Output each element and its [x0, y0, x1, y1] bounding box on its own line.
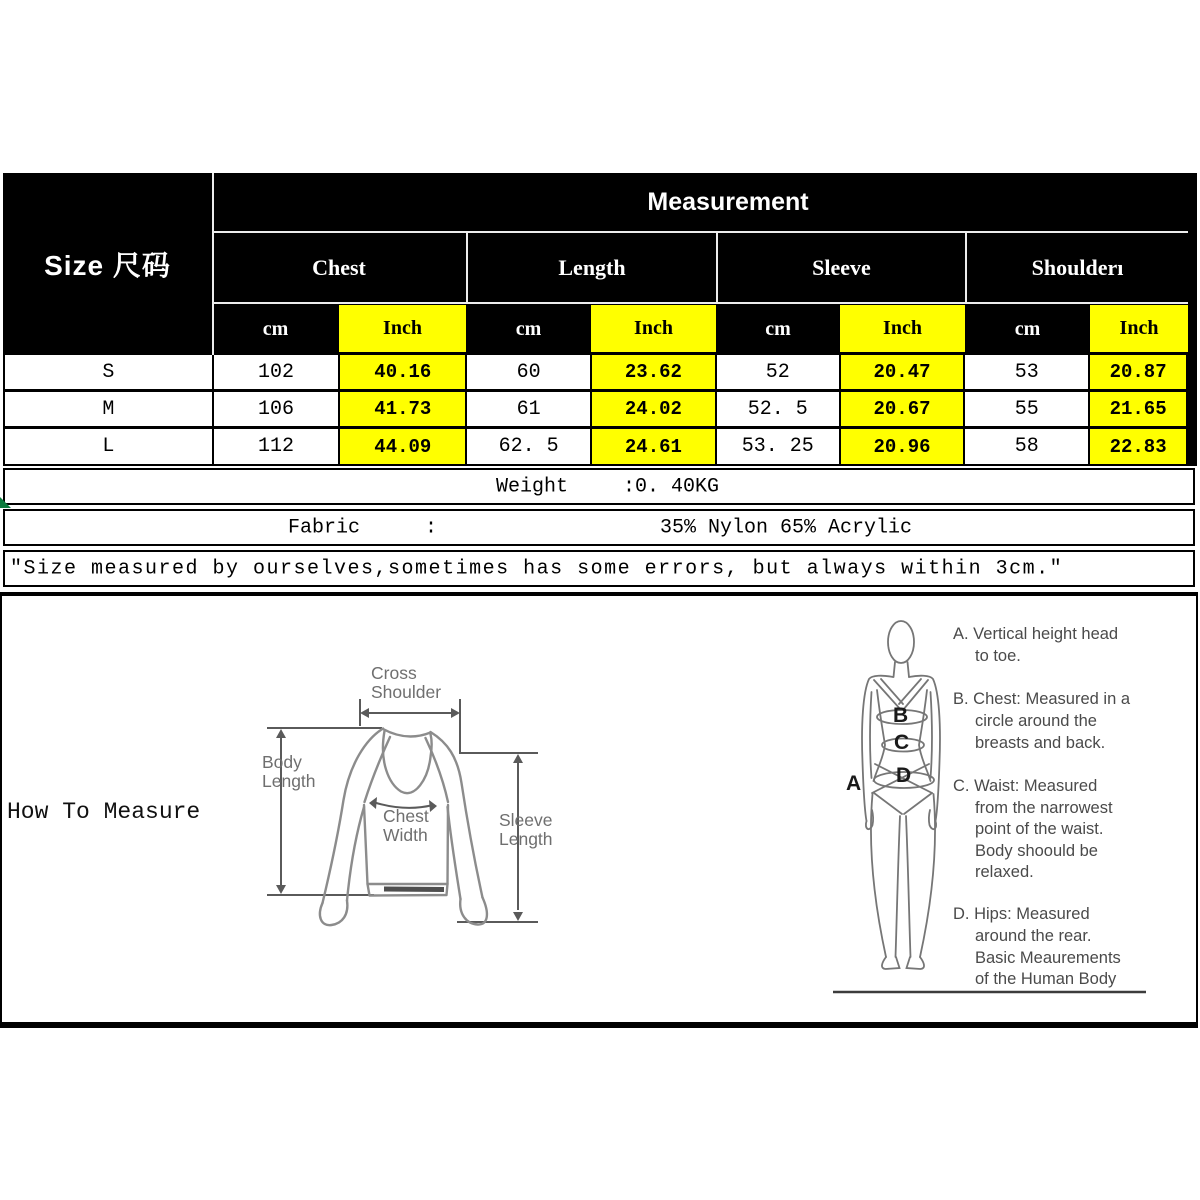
cell-value: 21.65	[1109, 398, 1167, 420]
unit-cell-sleeve-inch	[840, 305, 965, 352]
unit-label: Inch	[634, 317, 673, 339]
cell-value: 20.96	[873, 435, 931, 458]
unit-cell-shoulder-cm	[965, 304, 1090, 355]
label-line: Shoulder	[371, 681, 442, 702]
category-label-shoulder: Shoulderı	[1031, 254, 1124, 280]
unit-label: cm	[765, 318, 791, 340]
instruction-c-line: from the narrowest	[975, 799, 1113, 817]
size-header-cell	[3, 173, 212, 355]
length-inch-cell	[592, 392, 717, 426]
chest-inch-cell	[340, 355, 467, 389]
unit-cell-length-inch	[591, 305, 716, 352]
cell-value: 62. 5	[498, 435, 559, 458]
category-label-chest: Chest	[312, 254, 366, 280]
instruction-a-line: A. Vertical height head	[953, 625, 1119, 643]
cell-value: 102	[258, 360, 295, 384]
unit-cell-chest-inch	[339, 305, 466, 352]
unit-label: cm	[262, 318, 289, 340]
length-inch-cell	[592, 429, 717, 464]
instruction-c-line: Body shoould be	[975, 842, 1098, 860]
chest-cm-cell	[214, 392, 341, 426]
sleeve-inch-cell	[841, 429, 966, 464]
category-cell-sleeve	[718, 233, 965, 302]
category-cell-length	[468, 233, 716, 302]
instruction-b-line: circle around the	[975, 712, 1097, 730]
instruction-b-line: B. Chest: Measured in a	[953, 690, 1131, 708]
chest-width-label	[383, 807, 429, 844]
instruction-a-line: to toe.	[975, 647, 1021, 665]
measurement-header-cell	[214, 173, 1197, 231]
shoulder-inch-cell	[1090, 429, 1188, 464]
chest-inch-cell	[340, 429, 467, 464]
unit-label: Inch	[883, 317, 922, 339]
figure-letter-c: C	[894, 731, 910, 754]
length-cm-cell	[467, 392, 592, 426]
cell-value: 60	[516, 360, 541, 384]
sleeve-length-label	[499, 811, 553, 848]
unit-label: cm	[1014, 318, 1041, 340]
green-corner-marker	[0, 497, 11, 508]
unit-label: Inch	[1119, 317, 1159, 339]
chest-inch-cell	[340, 392, 467, 426]
weight-label: Weight	[496, 475, 569, 498]
label-line: Body	[262, 752, 302, 772]
table-row	[3, 392, 1197, 429]
cell-value: 53	[1014, 360, 1039, 384]
cell-value: 41.73	[374, 398, 432, 420]
figure-letter-d: D	[896, 764, 912, 787]
cell-value: 106	[258, 397, 295, 421]
table-right-edge-strip	[1188, 173, 1197, 466]
shoulder-cm-cell	[965, 355, 1090, 389]
cell-value: 52	[765, 360, 790, 384]
size-table-header	[3, 173, 1197, 355]
cell-value: 24.61	[624, 435, 682, 458]
cell-value: 44.09	[374, 435, 432, 458]
shoulder-inch-cell	[1090, 355, 1188, 389]
label-line: Sleeve	[499, 810, 553, 830]
cell-value: 20.47	[873, 361, 931, 383]
unit-cell-sleeve-cm	[716, 304, 840, 355]
size-value: L	[102, 435, 115, 458]
chest-cm-cell	[214, 429, 341, 464]
unit-cell-shoulder-inch	[1090, 305, 1188, 352]
unit-cell-length-cm	[466, 304, 591, 355]
figure-letter-b: B	[893, 704, 909, 727]
length-cm-cell	[467, 355, 592, 389]
cross-shoulder-label	[371, 664, 441, 701]
note-text: ″Size measured by ourselves,sometimes has some errors, but always within 3cm.″	[10, 557, 1064, 580]
category-label-length: Length	[558, 254, 626, 280]
label-line: Chest	[383, 806, 429, 826]
note-row	[3, 550, 1195, 587]
cell-value: 61	[516, 397, 541, 421]
table-row	[3, 429, 1197, 466]
label-line: Length	[262, 770, 316, 791]
cell-value: 20.87	[1109, 361, 1167, 383]
size-cell	[5, 429, 214, 464]
measurement-header-label: Measurement	[647, 187, 809, 216]
label-line: Length	[499, 828, 553, 849]
shoulder-cm-cell	[965, 429, 1090, 464]
fabric-value: 35% Nylon 65% Acrylic	[660, 516, 913, 539]
fabric-row	[3, 509, 1195, 546]
instruction-d-line: of the Human Body	[975, 970, 1117, 988]
instruction-c-line: relaxed.	[975, 863, 1034, 881]
unit-label: cm	[515, 318, 542, 340]
size-value: M	[102, 397, 115, 421]
unit-label: Inch	[383, 317, 422, 339]
instruction-d-line: Basic Meaurements	[975, 949, 1121, 967]
cell-value: 22.83	[1109, 435, 1167, 458]
cell-value: 112	[258, 435, 295, 458]
category-cell-chest	[212, 233, 466, 302]
size-cell	[5, 392, 214, 426]
instruction-d-line: around the rear.	[975, 927, 1092, 945]
size-header-label: Size 尺码	[44, 250, 171, 281]
label-line: Width	[383, 824, 428, 845]
instruction-c-line: C. Waist: Measured	[953, 777, 1098, 795]
cell-value: 24.02	[624, 398, 682, 420]
cell-value: 52. 5	[747, 397, 808, 421]
shoulder-cm-cell	[965, 392, 1090, 426]
shoulder-inch-cell	[1090, 392, 1188, 426]
sleeve-cm-cell	[717, 429, 841, 464]
length-cm-cell	[467, 429, 592, 464]
unit-cell-chest-cm	[212, 304, 339, 355]
size-value: S	[102, 360, 115, 384]
fabric-label: Fabric	[288, 516, 361, 539]
cell-value: 40.16	[374, 361, 432, 383]
size-cell	[5, 355, 214, 389]
cell-value: 20.67	[873, 398, 931, 420]
how-to-measure-title: How To Measure	[7, 799, 201, 825]
label-line: Cross	[371, 663, 417, 683]
weight-row	[3, 468, 1195, 505]
instruction-b-line: breasts and back.	[975, 734, 1106, 752]
sleeve-cm-cell	[717, 392, 841, 426]
instruction-c-line: point of the waist.	[975, 820, 1104, 838]
chest-cm-cell	[214, 355, 341, 389]
category-label-sleeve: Sleeve	[812, 254, 871, 280]
length-inch-cell	[592, 355, 717, 389]
sleeve-inch-cell	[841, 355, 966, 389]
table-row	[3, 355, 1197, 392]
cell-value: 55	[1014, 397, 1039, 421]
body-length-label	[262, 753, 316, 790]
cell-value: 53. 25	[741, 435, 814, 458]
instruction-d-line: D. Hips: Measured	[953, 905, 1090, 923]
sleeve-cm-cell	[717, 355, 841, 389]
fabric-colon: :	[425, 516, 438, 539]
cell-value: 23.62	[624, 361, 682, 383]
category-cell-shoulder	[967, 233, 1188, 302]
weight-value: :0. 40KG	[623, 475, 720, 498]
sleeve-inch-cell	[841, 392, 966, 426]
figure-letter-a: A	[846, 772, 862, 795]
cell-value: 58	[1014, 435, 1039, 458]
